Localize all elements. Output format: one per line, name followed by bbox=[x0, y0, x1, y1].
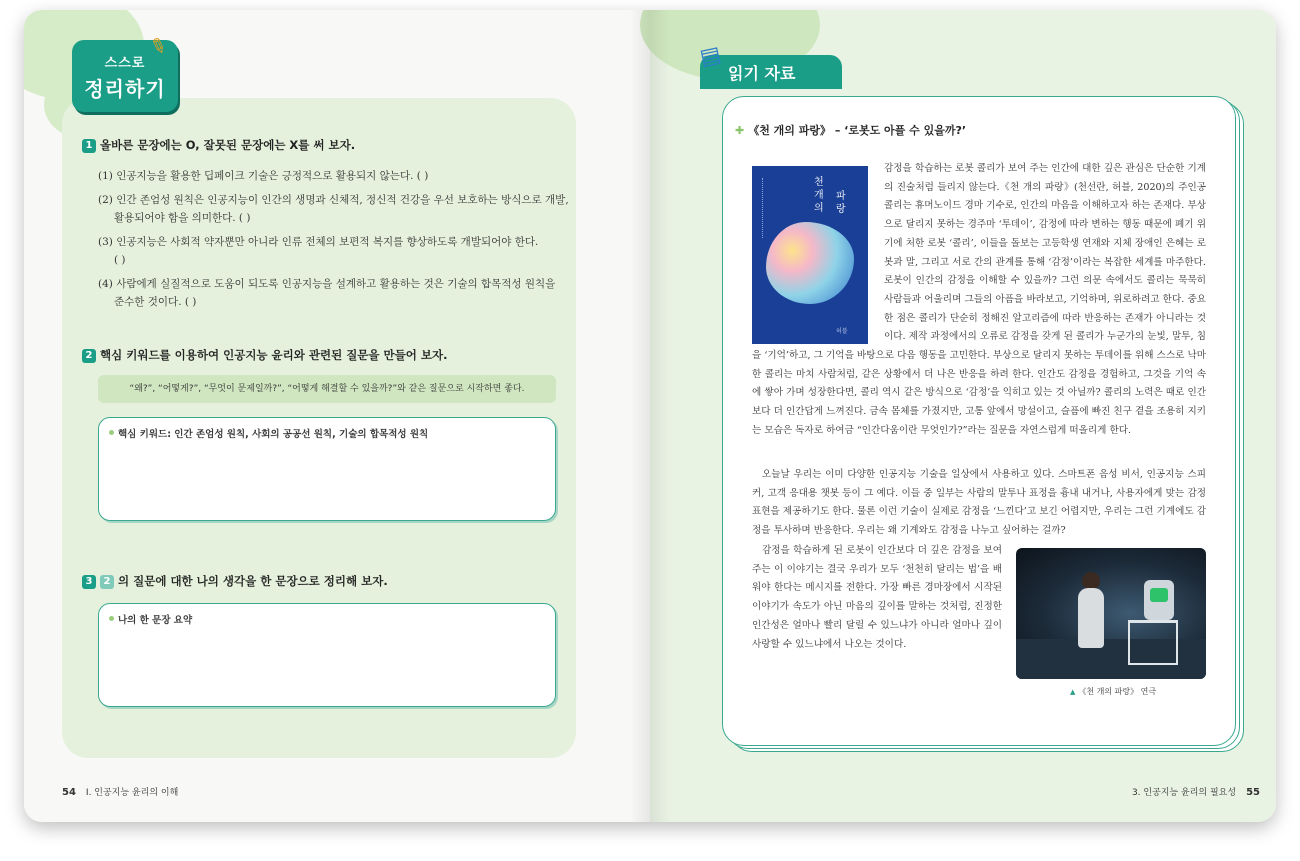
actor bbox=[1078, 588, 1104, 648]
question-1-item-cont: 활용되어야 함을 의미한다. ( ) bbox=[114, 212, 251, 224]
question-number: 2 bbox=[82, 349, 96, 363]
keywords-text: 핵심 키워드: 인간 존엄성 원칙, 사회의 공공선 원칙, 기술의 합목적성 원칙 bbox=[118, 429, 429, 440]
pencil-icon: ✎ bbox=[146, 31, 171, 61]
left-page bbox=[24, 10, 650, 822]
question-2-title bbox=[82, 347, 447, 363]
cover-publisher: 허블 bbox=[836, 328, 848, 335]
badge-line1: 스스로 bbox=[104, 56, 146, 71]
question-text: 핵심 키워드를 이용하여 인공지능 윤리와 관련된 질문을 만들어 보자. bbox=[100, 348, 448, 362]
question-1-title bbox=[82, 137, 355, 153]
reading-paragraph: 감정을 학습하는 로봇 콜리가 보여 주는 인간에 대한 깊은 관심은 단순한 기계의 진술처럼 들리지 않는다.《천 개의 파랑》(천선란, 허블, 2020)의 주인공 콜리는 휴머노이드 경마 기수로, 인간의 마음을 이해하고자 하는 존재다. 부상으로 달리지 못하는 경주마 ‘투데이’, 감정에 따라 변하는 행동 때문에 폐기 위기에 처한 로봇 ‘콜리’, 이들을 돌보는 고등학생 연재와 지체 장애인 은혜는 로봇과 말, 그리고 서로 간의 관계를 통해 ‘감정’이라는 복잡한 세계를 마주한다. 로봇이 인간의 감정을 이해할 수 있을까? 그런 의문 속에서도 콜리는 묵묵히 사람들과 어울리며 그들의 아픔을 바라보고, 기억하며, 위로하려고 한다. 중요한 점은 콜리가 단순히 정해진 알고리즘에 따라 반응하는 존재가 아니라는 것이다. 제작 과정에서의 오류로 감정을 갖게 된 콜리가 누군가의 눈빛, 말투, 침 bbox=[884, 163, 1206, 343]
question-1-item: (4) 사람에게 실질적으로 도움이 되도록 인공지능을 설계하고 활용하는 것은 기술의 합목적성 원칙을 bbox=[98, 278, 556, 290]
triangle-icon: ▲ bbox=[1070, 688, 1076, 696]
question-1-item-cont: 준수한 것이다. ( ) bbox=[114, 296, 197, 308]
question-ref-number: 2 bbox=[100, 575, 114, 589]
question-2-answer-box[interactable] bbox=[98, 417, 556, 521]
reading-paragraph: 감정을 학습하게 된 로봇이 인간보다 더 깊은 감정을 보여 주는 이 이야기는 결국 우리가 모두 ‘천천히 달리는 법’을 배워야 한다는 메시지를 전한다. 가장 빠른 경마장에서 시작된 이야기가 속도가 아닌 마음의 깊이를 말하는 것처럼, 진정한 인간성은 얼마나 빨리 달릴 수 있느냐가 아니라 얼마나 깊이 사랑할 수 있느냐에서 나오는 것이다. bbox=[752, 545, 1002, 650]
chapter-title: 3. 인공지능 윤리의 필요성 bbox=[1131, 788, 1237, 798]
summary-label: 나의 한 문장 요약 bbox=[118, 615, 193, 626]
question-1-item-cont: ( ) bbox=[114, 254, 126, 266]
right-footer bbox=[1132, 785, 1260, 798]
page-number: 54 bbox=[62, 787, 76, 798]
book-gutter bbox=[630, 10, 670, 822]
answer-box-label bbox=[109, 612, 192, 626]
question-3-answer-box[interactable] bbox=[98, 603, 556, 707]
question-number: 1 bbox=[82, 139, 96, 153]
cover-title: 파랑 bbox=[836, 191, 846, 215]
page-number: 55 bbox=[1246, 787, 1260, 798]
notebook-icon: ▤ bbox=[697, 42, 724, 71]
play-photo bbox=[1016, 548, 1206, 679]
book-cover-image bbox=[752, 166, 868, 344]
robot bbox=[1144, 580, 1174, 620]
cover-illustration bbox=[766, 222, 854, 304]
answer-box-label bbox=[109, 426, 428, 440]
question-number: 3 bbox=[82, 575, 96, 589]
cart bbox=[1128, 620, 1178, 665]
caption-text: 《천 개의 파랑》 연극 bbox=[1078, 687, 1157, 696]
photo-caption bbox=[1070, 686, 1156, 697]
reading-paragraph: 을 ‘기억’하고, 그 기억을 바탕으로 다음 행동을 고민한다. 부상으로 달리지 못하는 투데이를 위해 스스로 낙마한 콜리는 마치 사람처럼, 같은 상황에서 더 나은 반응을 하려 한다. 인간도 감정을 경험하고, 그것을 기억 속에 쌓아 가며 성장한다면, 콜리 역시 같은 방식으로 ‘감정’을 익히고 있는 것 아닐까? 콜리의 노력은 때로 인간보다 더 인간답게 느껴진다. 금속 몸체를 가졌지만, 고통 앞에서 망설이고, 슬픔에 빠진 친구 곁을 조용히 지키는 모습은 독자로 하여금 “인간다움이란 무엇인가?”라는 질문을 자연스럽게 떠올리게 한다. bbox=[752, 350, 1206, 436]
question-text: 의 질문에 대한 나의 생각을 한 문장으로 정리해 보자. bbox=[118, 574, 388, 588]
cover-side-text bbox=[762, 178, 769, 238]
subhead-text: 《천 개의 파랑》 – ‘로봇도 아플 수 있을까?’ bbox=[748, 124, 967, 137]
cover-title: 천 개의 bbox=[814, 177, 824, 214]
robot-eye bbox=[1150, 588, 1168, 602]
question-2-hint: “왜?”, “어떻게?”, “무엇이 문제일까?”, “어떻게 해결할 수 있을까?”와 같은 질문으로 시작하면 좋다. bbox=[98, 375, 556, 403]
question-1-item: (2) 인간 존엄성 원칙은 인공지능이 인간의 생명과 신체적, 정신적 건강을 우선 보호하는 방식으로 개발, bbox=[98, 194, 569, 206]
question-1-item: (1) 인공지능을 활용한 딥페이크 기술은 긍정적으로 활용되지 않는다. ( ) bbox=[98, 170, 429, 182]
left-footer bbox=[62, 785, 178, 798]
question-3-title bbox=[82, 573, 388, 589]
reading-tab-title: 읽기 자료 bbox=[728, 64, 796, 83]
question-1-item: (3) 인공지능은 사회적 약자뿐만 아니라 인류 전체의 보편적 복지를 향상하도록 개발되어야 한다. bbox=[98, 236, 539, 248]
question-text: 올바른 문장에는 O, 잘못된 문장에는 X를 써 보자. bbox=[100, 138, 356, 152]
badge-line2: 정리하기 bbox=[84, 77, 166, 101]
reading-paragraph: 오늘날 우리는 이미 다양한 인공지능 기술을 일상에서 사용하고 있다. 스마트폰 음성 비서, 인공지능 스피커, 고객 응대용 챗봇 등이 그 예다. 이들 중 일부는 사람의 말투나 표정을 흉내 내거나, 사용자에게 맞는 감정 표현을 제공하기도 한다. 물론 이런 기술이 실제로 감정을 ‘느낀다’고 보긴 어렵지만, 우리는 그런 기계에도 감정을 투사하며 반응한다. 우리는 왜 기계와도 감정을 나누고 싶어하는 걸까? bbox=[752, 469, 1206, 537]
reading-subhead bbox=[735, 122, 966, 138]
plus-icon: ✚ bbox=[735, 124, 745, 137]
bullet-icon bbox=[109, 430, 114, 435]
bullet-icon bbox=[109, 616, 114, 621]
chapter-title: I. 인공지능 윤리의 이해 bbox=[85, 788, 179, 798]
